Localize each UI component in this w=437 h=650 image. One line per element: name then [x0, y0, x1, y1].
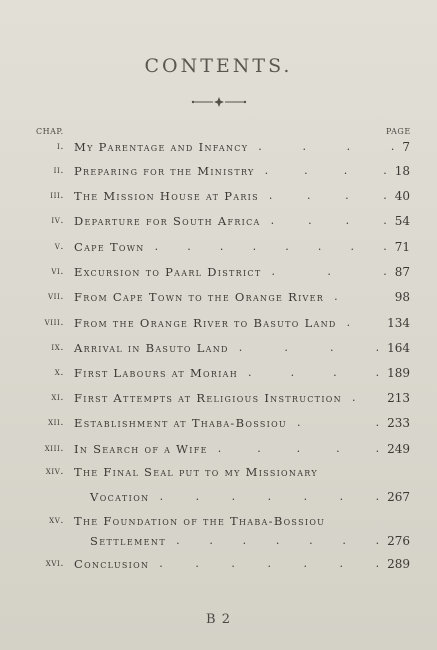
- page-number: 276: [387, 534, 410, 548]
- page-number: 233: [387, 416, 410, 430]
- chapter-title: First Labours at Moriah: [74, 366, 239, 380]
- chapter-number: vii.: [47, 291, 64, 302]
- signature-mark: B 2: [206, 612, 231, 627]
- chapter-number: xi.: [51, 392, 64, 403]
- page-number: 289: [387, 557, 410, 571]
- chapter-title: Establishment at Thaba-Bossiou: [74, 416, 287, 430]
- page-title: CONTENTS.: [144, 55, 293, 77]
- leader-dots: . . . . . . . .: [154, 240, 387, 253]
- page-number: 213: [387, 391, 410, 405]
- leader-dots: . . . . . . .: [159, 557, 380, 570]
- leader-dots: . . . .: [258, 140, 395, 153]
- chapter-number: xv.: [49, 515, 64, 526]
- chapter-title: Preparing for the Ministry: [74, 164, 255, 178]
- leader-dots: .: [346, 316, 351, 329]
- chapter-title: The Final Seal put to my Missionary: [74, 465, 318, 479]
- page-number: 54: [394, 214, 410, 228]
- page-number: 267: [387, 490, 410, 504]
- leader-dots: . . . .: [270, 214, 387, 227]
- chapter-number: xvi.: [45, 558, 64, 569]
- chapter-number: xiv.: [45, 466, 64, 477]
- page-number: 249: [387, 442, 410, 456]
- chapter-number: x.: [54, 367, 64, 378]
- chapter-number: vi.: [51, 266, 64, 277]
- chapter-column-header: CHAP.: [36, 127, 64, 136]
- ornament-divider: [191, 95, 247, 109]
- chapter-title: Departure for South Africa: [74, 214, 261, 228]
- chapter-title: The Mission House at Paris: [74, 189, 259, 203]
- chapter-title-continued: Vocation: [90, 490, 150, 504]
- leader-dots: .: [351, 391, 356, 404]
- chapter-title: First Attempts at Religious Instruction: [74, 391, 342, 405]
- leader-dots: . . . . .: [217, 442, 380, 455]
- chapter-title: My Parentage and Infancy: [74, 140, 249, 154]
- chapter-title-continued: Settlement: [90, 534, 167, 548]
- chapter-number: i.: [57, 141, 64, 152]
- leader-dots: . . . .: [264, 164, 387, 177]
- chapter-number: viii.: [44, 317, 64, 328]
- leader-dots: . . . .: [238, 341, 380, 354]
- page-number: 98: [394, 290, 410, 304]
- chapter-title: From the Orange River to Basuto Land: [74, 316, 337, 330]
- leader-dots: . . . . . . .: [159, 490, 380, 503]
- page-number: 71: [394, 240, 410, 254]
- chapter-number: v.: [54, 241, 64, 252]
- page-number: 164: [387, 341, 410, 355]
- page-number: 87: [394, 265, 410, 279]
- chapter-title: The Foundation of the Thaba-Bossiou: [74, 514, 326, 528]
- leader-dots: . . .: [271, 265, 387, 278]
- page-number: 134: [387, 316, 410, 330]
- page-number: 189: [387, 366, 410, 380]
- chapter-title: Conclusion: [74, 557, 150, 571]
- chapter-number: ix.: [51, 342, 64, 353]
- leader-dots: . . . . . . .: [176, 534, 380, 547]
- page-number: 18: [394, 164, 410, 178]
- chapter-title: Cape Town: [74, 240, 145, 254]
- page-number: 7: [402, 140, 410, 154]
- leader-dots: . . . .: [268, 189, 387, 202]
- chapter-number: xiii.: [44, 443, 64, 454]
- chapter-number: iii.: [50, 190, 64, 201]
- chapter-title: Arrival in Basuto Land: [74, 341, 229, 355]
- leader-dots: . .: [296, 416, 380, 429]
- chapter-title: In Search of a Wife: [74, 442, 208, 456]
- chapter-title: From Cape Town to the Orange River: [74, 290, 325, 304]
- chapter-number: xii.: [48, 417, 64, 428]
- leader-dots: .: [334, 290, 338, 303]
- chapter-title: Excursion to Paarl District: [74, 265, 262, 279]
- page-column-header: PAGE: [386, 127, 411, 136]
- chapter-number: ii.: [53, 165, 64, 176]
- page-number: 40: [394, 189, 410, 203]
- leader-dots: . . . .: [248, 366, 380, 379]
- chapter-number: iv.: [51, 215, 64, 226]
